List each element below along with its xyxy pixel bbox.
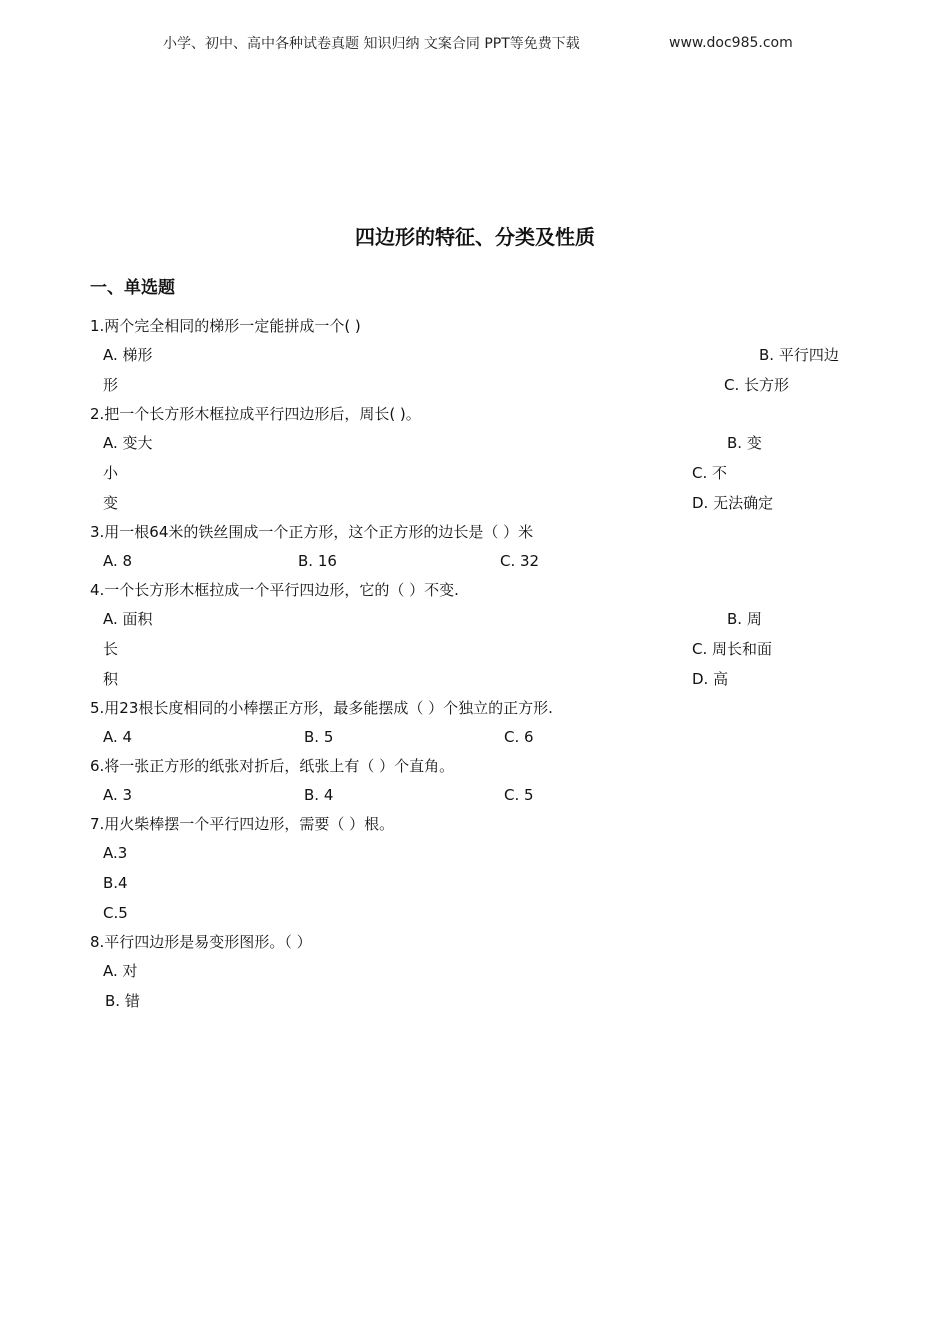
q4-option-b-wrap: 长	[103, 640, 119, 658]
question-3-stem: 3.用一根64米的铁丝围成一个正方形，这个正方形的边长是（ ）米	[90, 523, 534, 541]
q2-option-b[interactable]: B. 变	[727, 434, 762, 452]
q2-option-b-wrap: 小	[103, 464, 119, 482]
q3-option-b[interactable]: B. 16	[298, 552, 337, 570]
header-text: 小学、初中、高中各种试卷真题 知识归纳 文案合同 PPT等免费下载	[163, 36, 580, 52]
q5-option-b[interactable]: B. 5	[304, 728, 334, 746]
q2-option-a[interactable]: A. 变大	[103, 434, 153, 452]
page-title: 四边形的特征、分类及性质	[355, 225, 595, 249]
q8-option-a[interactable]: A. 对	[103, 962, 138, 980]
q1-option-c[interactable]: C. 长方形	[724, 376, 790, 394]
question-7-stem: 7.用火柴棒摆一个平行四边形，需要（ ）根。	[90, 815, 395, 833]
question-2-stem: 2.把一个长方形木框拉成平行四边形后，周长( )。	[90, 405, 421, 423]
q3-option-c[interactable]: C. 32	[500, 552, 540, 570]
q7-option-b[interactable]: B.4	[103, 874, 128, 892]
q4-option-b[interactable]: B. 周	[727, 610, 762, 628]
q8-option-b[interactable]: B. 错	[105, 992, 140, 1010]
q5-option-a[interactable]: A. 4	[103, 728, 133, 746]
q1-option-a-wrap: 形	[103, 376, 119, 394]
q2-option-c[interactable]: C. 不	[692, 464, 728, 482]
q4-option-d[interactable]: D. 高	[692, 670, 729, 688]
q5-option-c[interactable]: C. 6	[504, 728, 534, 746]
question-8-stem: 8.平行四边形是易变形图形。（ ）	[90, 933, 312, 951]
question-6-stem: 6.将一张正方形的纸张对折后，纸张上有（ ）个直角。	[90, 757, 455, 775]
q1-option-a[interactable]: A. 梯形	[103, 346, 153, 364]
q4-option-a[interactable]: A. 面积	[103, 610, 153, 628]
q6-option-a[interactable]: A. 3	[103, 786, 133, 804]
q2-option-c-wrap: 变	[103, 494, 119, 512]
q7-option-c[interactable]: C.5	[103, 904, 128, 922]
q6-option-b[interactable]: B. 4	[304, 786, 334, 804]
question-4-stem: 4.一个长方形木框拉成一个平行四边形，它的（ ）不变.	[90, 581, 459, 599]
q4-option-c-wrap: 积	[103, 670, 119, 688]
q3-option-a[interactable]: A. 8	[103, 552, 133, 570]
question-5-stem: 5.用23根长度相同的小棒摆正方形，最多能摆成（ ）个独立的正方形.	[90, 699, 553, 717]
q2-option-d[interactable]: D. 无法确定	[692, 494, 774, 512]
question-1-stem: 1.两个完全相同的梯形一定能拼成一个( )	[90, 317, 361, 335]
q4-option-c[interactable]: C. 周长和面	[692, 640, 773, 658]
q6-option-c[interactable]: C. 5	[504, 786, 534, 804]
header-site[interactable]: www.doc985.com	[669, 35, 793, 51]
q7-option-a[interactable]: A.3	[103, 844, 128, 862]
q1-option-b[interactable]: B. 平行四边	[759, 346, 839, 364]
section-heading: 一、单选题	[90, 278, 175, 298]
